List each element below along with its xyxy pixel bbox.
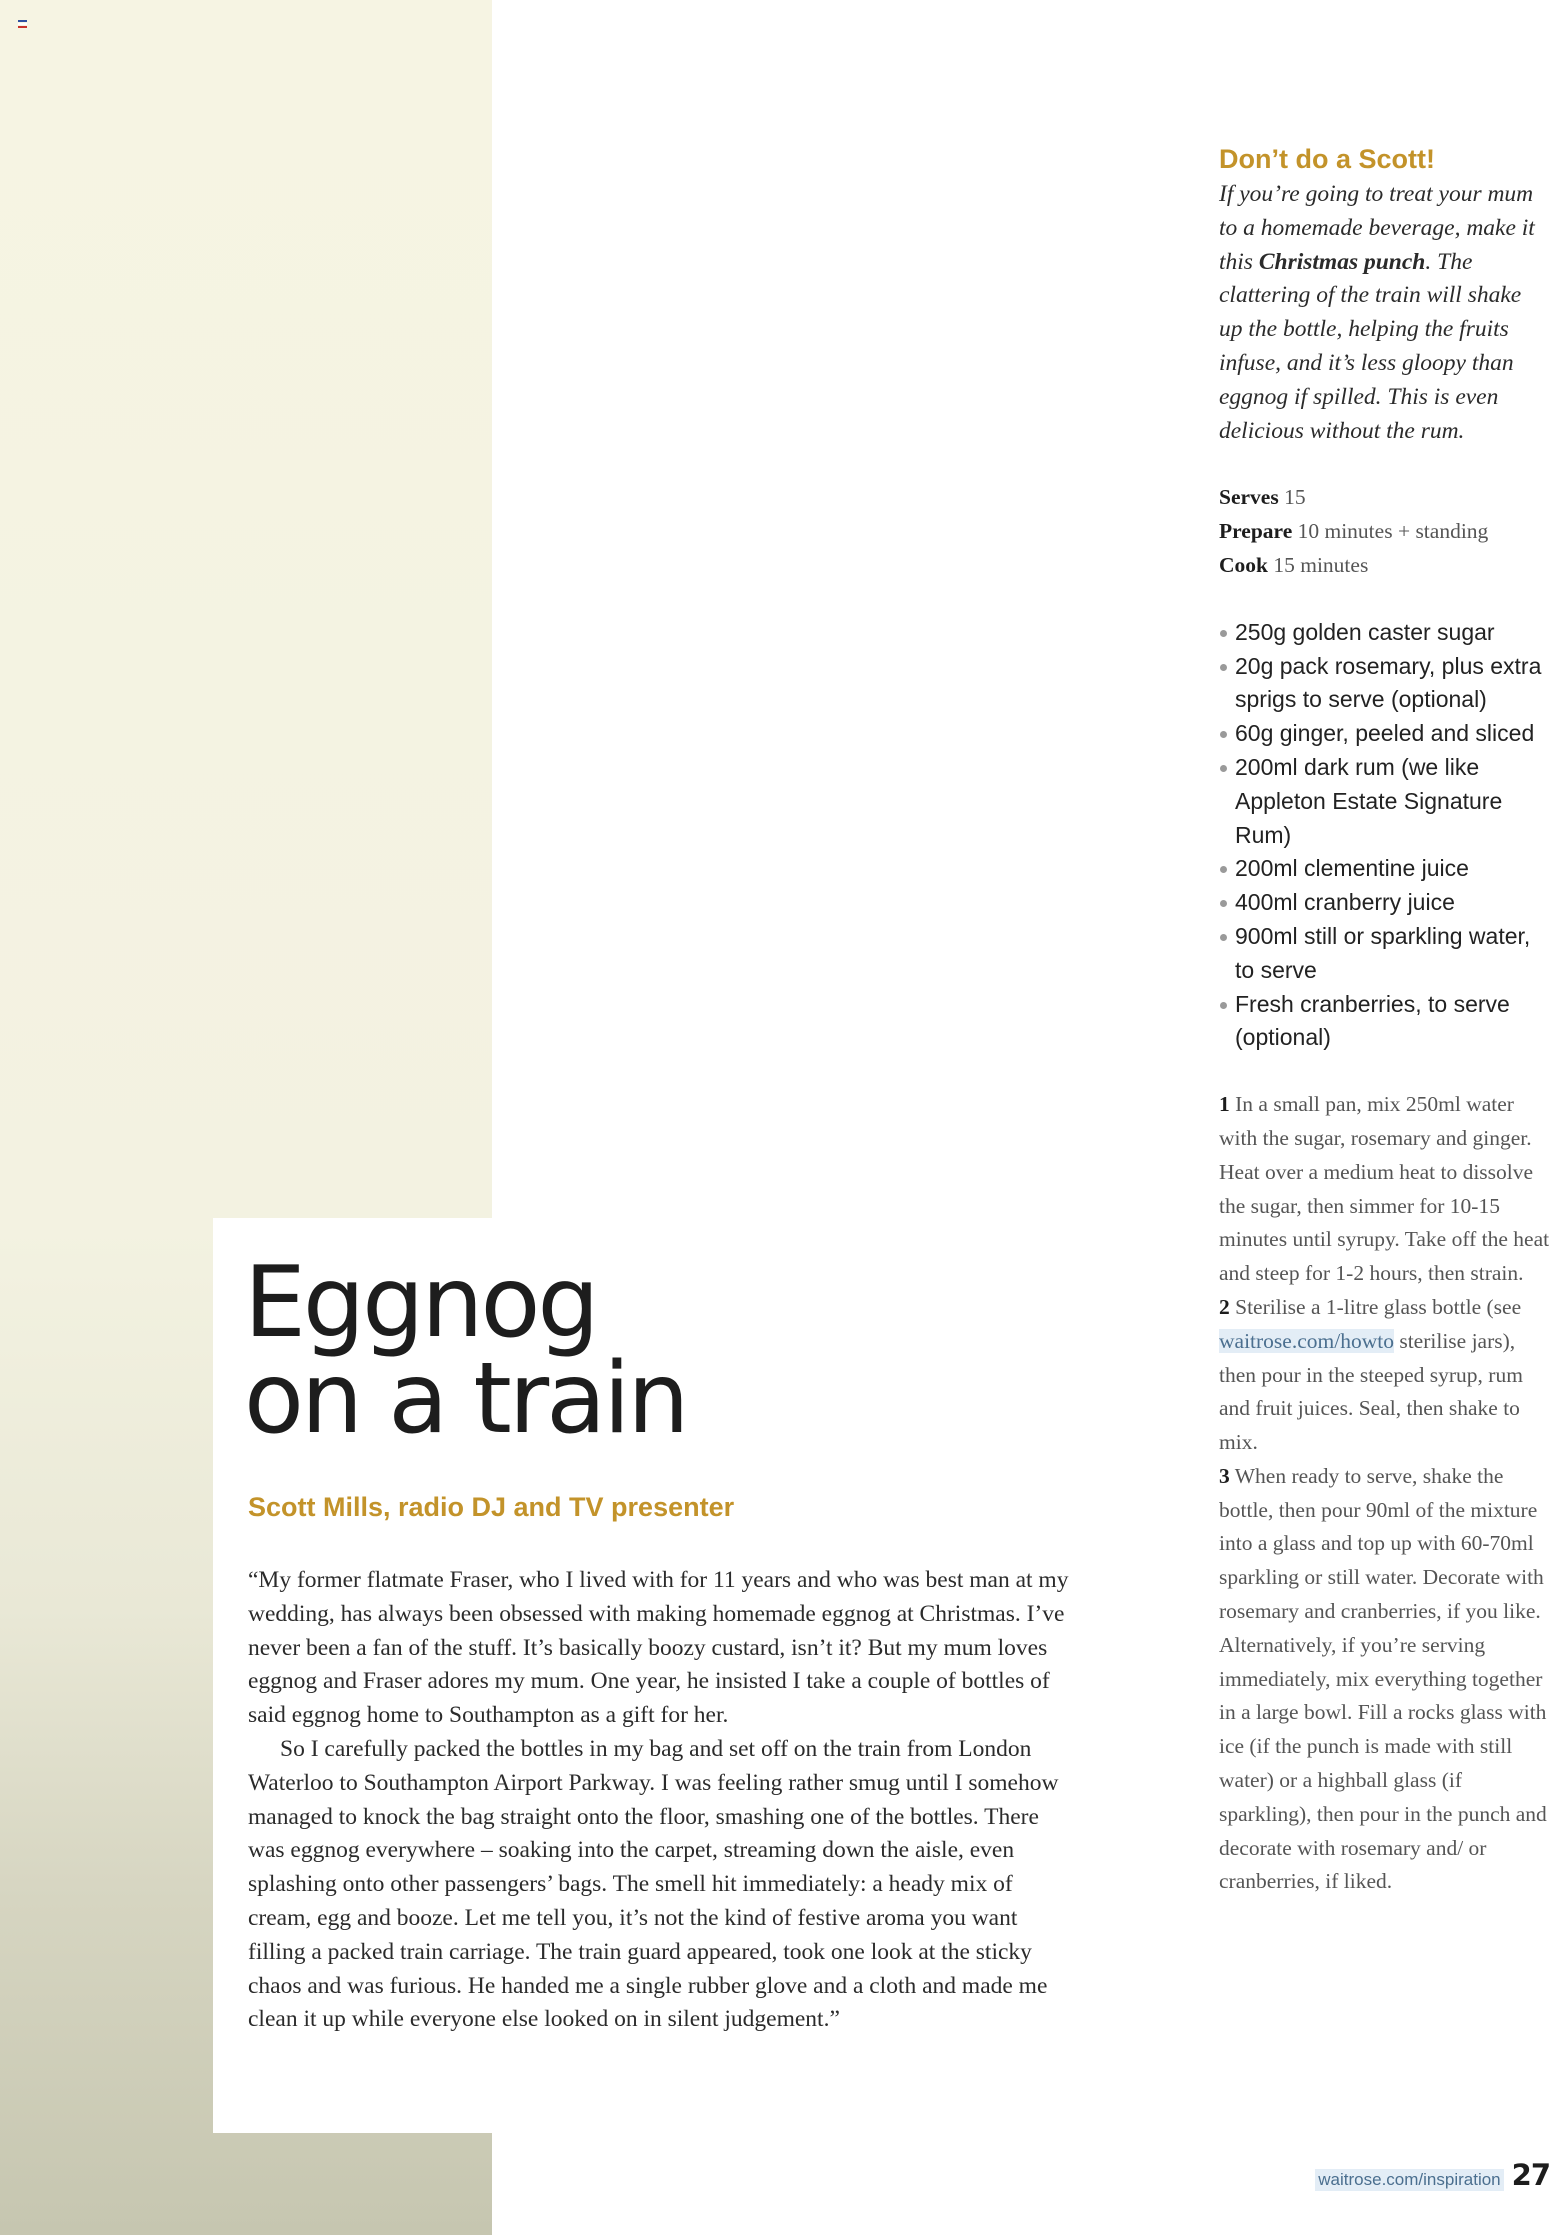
headline-line-1: Eggnog bbox=[244, 1246, 597, 1360]
method-step-1 bbox=[1219, 1088, 1550, 1291]
step-number: 1 bbox=[1219, 1092, 1230, 1117]
recipe-sidebar bbox=[1219, 140, 1550, 1899]
step-text: In a small pan, mix 250ml water with the sugar, rosemary and ginger. Heat over a medium heat to dissolve the sugar, then simmer for 10-15 minutes until syrupy. Take off the heat and steep for 1-2 hours, then strain. bbox=[1219, 1092, 1550, 1286]
step-text: Sterilise a 1-litre glass bottle (see bbox=[1235, 1294, 1522, 1319]
ingredient-item: 200ml clementine juice bbox=[1219, 852, 1550, 886]
page-number: 27 bbox=[1511, 2158, 1550, 2192]
recipe-name: Christmas punch bbox=[1258, 248, 1426, 275]
page-footer bbox=[1315, 2158, 1550, 2192]
meta-label: Serves bbox=[1219, 485, 1279, 510]
ingredient-item: 20g pack rosemary, plus extra sprigs to serve (optional) bbox=[1219, 650, 1550, 718]
method-step-2 bbox=[1219, 1291, 1550, 1460]
ingredient-item: Fresh cranberries, to serve (optional) bbox=[1219, 988, 1550, 1056]
article-paragraph: “My former flatmate Fraser, who I lived with for 11 years and who was best man at my wedding, has always been obsessed with making homemade eggnog at Christmas. I’ve never been a fan of the stuff. It’s basically boozy custard, isn’t it? But my mum loves eggnog and Fraser adores my mum. One year, he insisted I take a couple of bottles of said eggnog home to Southampton as a gift for her. bbox=[248, 1567, 1069, 1729]
ingredient-list bbox=[1219, 616, 1550, 1055]
meta-value: 10 minutes + standing bbox=[1297, 519, 1489, 544]
article-body bbox=[248, 1564, 1078, 2037]
ingredient-item: 400ml cranberry juice bbox=[1219, 886, 1550, 920]
ingredient-item: 200ml dark rum (we like Appleton Estate Signature Rum) bbox=[1219, 751, 1550, 852]
flag-icon bbox=[18, 20, 27, 27]
meta-serves bbox=[1219, 481, 1550, 515]
tip-title: Don’t do a Scott! bbox=[1219, 144, 1435, 174]
article-headline bbox=[244, 1246, 944, 1456]
meta-value: 15 minutes bbox=[1273, 552, 1369, 577]
headline-line-2: on a train bbox=[244, 1342, 687, 1456]
ingredient-item: 60g ginger, peeled and sliced bbox=[1219, 717, 1550, 751]
article-byline: Scott Mills, radio DJ and TV presenter bbox=[248, 1492, 735, 1522]
step-number: 3 bbox=[1219, 1463, 1230, 1488]
footer-link[interactable]: waitrose.com/inspiration bbox=[1315, 2169, 1503, 2191]
recipe-method bbox=[1219, 1088, 1550, 1899]
meta-cook bbox=[1219, 549, 1550, 583]
tip-text-intro: If you’re going to treat your mum to a homemade beverage, make it this bbox=[1219, 181, 1535, 275]
tip-text bbox=[1219, 178, 1550, 448]
step-number: 2 bbox=[1219, 1294, 1230, 1319]
article-paragraph: So I carefully packed the bottles in my bag and set off on the train from London Waterloo to Southampton Airport Parkway. I was feeling rather smug until I somehow managed to knock the bag straight onto the floor, smashing one of the bottles. There was eggnog everywhere – soaking into the carpet, streaming down the aisle, even splashing onto other passengers’ bags. The smell hit immediately: a heady mix of cream, egg and booze. Let me tell you, it’s not the kind of festive aroma you want filling a packed train carriage. The train guard appeared, took one look at the sticky chaos and was furious. He handed me a single rubber glove and a cloth and made me clean it up while everyone else looked on in silent judgement.” bbox=[248, 1735, 1059, 2033]
ingredient-item: 900ml still or sparkling water, to serve bbox=[1219, 920, 1550, 988]
meta-label: Cook bbox=[1219, 552, 1268, 577]
method-step-3 bbox=[1219, 1460, 1550, 1899]
meta-label: Prepare bbox=[1219, 519, 1293, 544]
tip-text-rest: . The clattering of the train will shake up the bottle, helping the fruits infuse, and it’s less gloopy than eggnog if spilled. This is even delicious without the rum. bbox=[1219, 248, 1522, 444]
step-text-rest: sterilise jars), then pour in the steeped syrup, rum and fruit juices. Seal, then shake to mix. bbox=[1219, 1328, 1523, 1455]
step-text: When ready to serve, shake the bottle, then pour 90ml of the mixture into a glass and top up with 60-70ml sparkling or still water. Decorate with rosemary and cranberries, if you like. Alternatively, if you’re serving immediately, mix everything together in a large bowl. Fill a rocks glass with ice (if the punch is made with still water) or a highball glass (if sparkling), then pour in the punch and decorate with rosemary and/ or cranberries, if liked. bbox=[1219, 1463, 1547, 1894]
howto-link[interactable]: waitrose.com/howto bbox=[1219, 1328, 1394, 1353]
meta-prepare bbox=[1219, 515, 1550, 549]
meta-value: 15 bbox=[1284, 485, 1306, 510]
recipe-meta bbox=[1219, 481, 1550, 582]
ingredient-item: 250g golden caster sugar bbox=[1219, 616, 1550, 650]
